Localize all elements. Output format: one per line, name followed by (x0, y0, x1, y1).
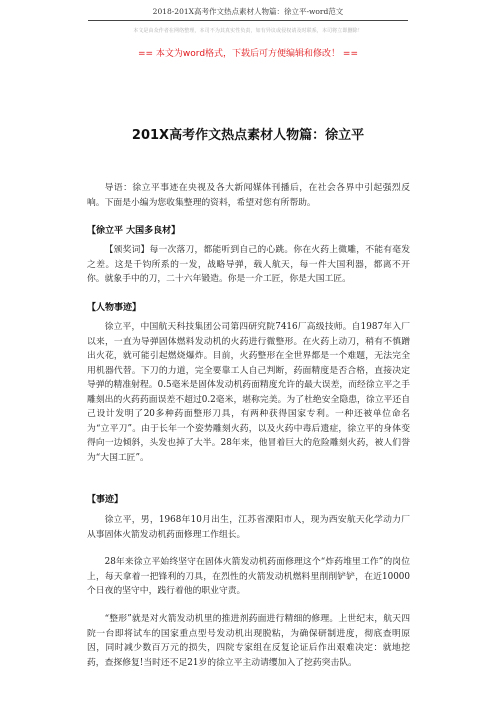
section-3-body-3 (87, 612, 410, 670)
intro-paragraph: 导语：徐立平事迹在央视及各大新闻媒体刊播后，在社会各界中引起强烈反响。下面是小编为您收集整理的资料，希望对您有所帮助。 (87, 183, 410, 208)
section-3-body-1 (87, 513, 410, 542)
section-3-paragraph-2: 28年来徐立平始终坚守在固体火箭发动机药面修理这个“炸药堆里工作”的岗位上，每天拿着一把锋利的刀具，在烈性的火箭发动机燃料里削削铲铲，在近10000个日夜的坚守中，践行着他的职业守责。 (87, 557, 410, 596)
header-rule (88, 20, 408, 21)
section-3-body-2 (87, 555, 410, 599)
section-heading-1: 【徐立平 大国多良材】 (87, 226, 181, 236)
disclaimer-text: 本文是由众作者在网络整理，本司不为其真实性负责，如有异议或侵权请及时联系，本司将立即删除！ (133, 28, 363, 34)
section-1-body (87, 243, 410, 287)
edit-notice: == 本文为word格式，下载后可方便编辑和修改！ == (137, 49, 358, 59)
section-2-paragraph: 徐立平，中国航天科技集团公司第四研究院7416厂高级技师。自1987年入厂以来，一直为导弹固体燃料发动机的火药进行微整形。在火药上动刀，稍有不慎蹭出火花，就可能引起燃烧爆炸。目前，火药整形在全世界都是一个难题，无法完全用机器代替。下刀的力道，完全要靠工人自己判断，药面精度是否合格，直接决定导弹的精准射程。0.5毫米是固体发动机药面精度允许的最大误差，而经徐立平之手雕刻出的火药药面误差不超过0.2毫米，堪称完美。为了杜绝安全隐患，徐立平还自己设计发明了20多种药面整形刀具，有两种获得国家专利。一种还被单位命名为“立平刀”。由于长年一个姿势雕刻火药，以及火药中毒后遗症，徐立平的身体变得向一边倾斜，头发也掉了大半。28年来，他冒着巨大的危险雕刻火药，被人们誉为“大国工匠”。 (87, 322, 410, 463)
section-3-paragraph-1: 徐立平，男，1968年10月出生，江苏省溧阳市人，现为西安航天化学动力厂从事固体火箭发动机药面修理工作组长。 (87, 515, 410, 540)
running-header: 2018-201X高考作文热点素材人物篇：徐立平-word范文 (152, 7, 344, 16)
document-title: 201X高考作文热点素材人物篇：徐立平 (131, 128, 365, 143)
section-heading-2: 【人物事迹】 (87, 303, 142, 313)
section-heading-3: 【事迹】 (87, 495, 124, 505)
section-3-paragraph-3: “整形”就是对火箭发动机里的推进剂药面进行精细的修理。上世纪末，航天四院一台即将试车的国家重点型号发动机出现脱粘，为确保研制进度，彻底查明原因，同时减少数百万元的损失，四院专家组在反复论证后作出艰难决定：就地挖药，查探修复!当时还不足21岁的徐立平主动请缨加入了挖药突击队。 (87, 614, 410, 668)
section-1-paragraph: 【颁奖词】每一次落刀，都能听到自己的心跳。你在火药上微雕，不能有毫发之差。这是千钧所系的一发，战略导弹，载人航天，每一件大国利器，都离不开你。就象手中的刀，二十六年锻造。你是一介工匠，你是大国工匠。 (87, 245, 410, 284)
intro-block (87, 181, 410, 210)
section-2-body (87, 320, 410, 465)
